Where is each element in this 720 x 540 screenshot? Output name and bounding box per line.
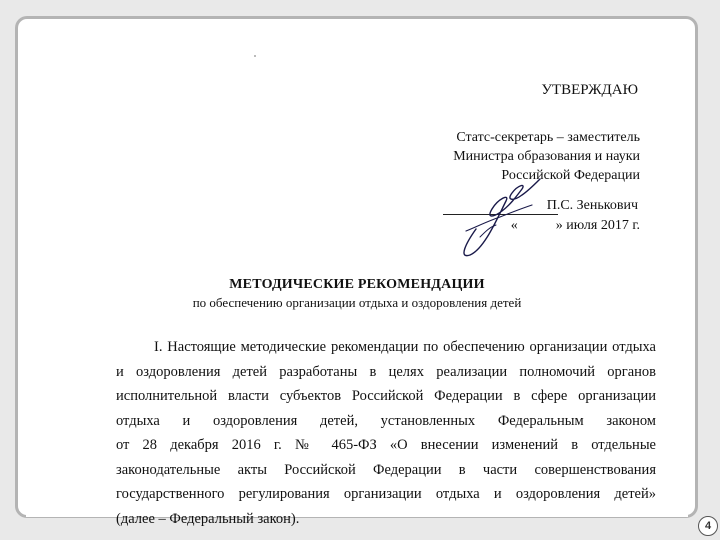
document-subtitle: по обеспечению организации отдыха и оздоровления детей bbox=[192, 295, 522, 310]
paragraph-line: I. Настоящие методические рекомендации по обеспечению организации отдыха bbox=[154, 339, 656, 355]
document-title: МЕТОДИЧЕСКИЕ РЕКОМЕНДАЦИИ bbox=[229, 277, 485, 292]
approver-position-line: Российской Федерации bbox=[501, 168, 640, 183]
signer-name: П.С. Зенькович bbox=[546, 198, 638, 213]
document-paragraph bbox=[116, 335, 656, 531]
approver-position-line: Министра образования и науки bbox=[453, 149, 640, 164]
page-number-badge: 4 bbox=[698, 516, 718, 536]
paragraph-line: государственного регулирования организации отдыха и оздоровления детей» bbox=[116, 486, 656, 502]
slide-frame bbox=[15, 16, 698, 527]
paragraph-line: исполнительной власти субъектов Российской Федерации в сфере организации bbox=[116, 388, 656, 404]
approval-heading: УТВЕРЖДАЮ bbox=[541, 82, 638, 98]
paragraph-line: законодательные акты Российской Федерации в части совершенствования bbox=[116, 461, 656, 478]
paragraph-line: и оздоровления детей разработаны в целях реализации полномочий органов bbox=[116, 363, 656, 380]
scan-speck bbox=[254, 55, 256, 57]
date-rest: » июля 2017 г. bbox=[555, 218, 640, 233]
date-open-quote: « bbox=[510, 218, 518, 233]
handwritten-signature bbox=[436, 171, 546, 266]
document-page bbox=[26, 27, 688, 527]
paragraph-line: от 28 декабря 2016 г. № 465-ФЗ «О внесении изменений в отдельные bbox=[116, 437, 656, 453]
approver-position-line: Статс-секретарь – заместитель bbox=[456, 130, 640, 145]
paragraph-line: отдыха и оздоровления детей, установленных Федеральным законом bbox=[116, 412, 656, 429]
paragraph-line: (далее – Федеральный закон). bbox=[116, 510, 300, 527]
